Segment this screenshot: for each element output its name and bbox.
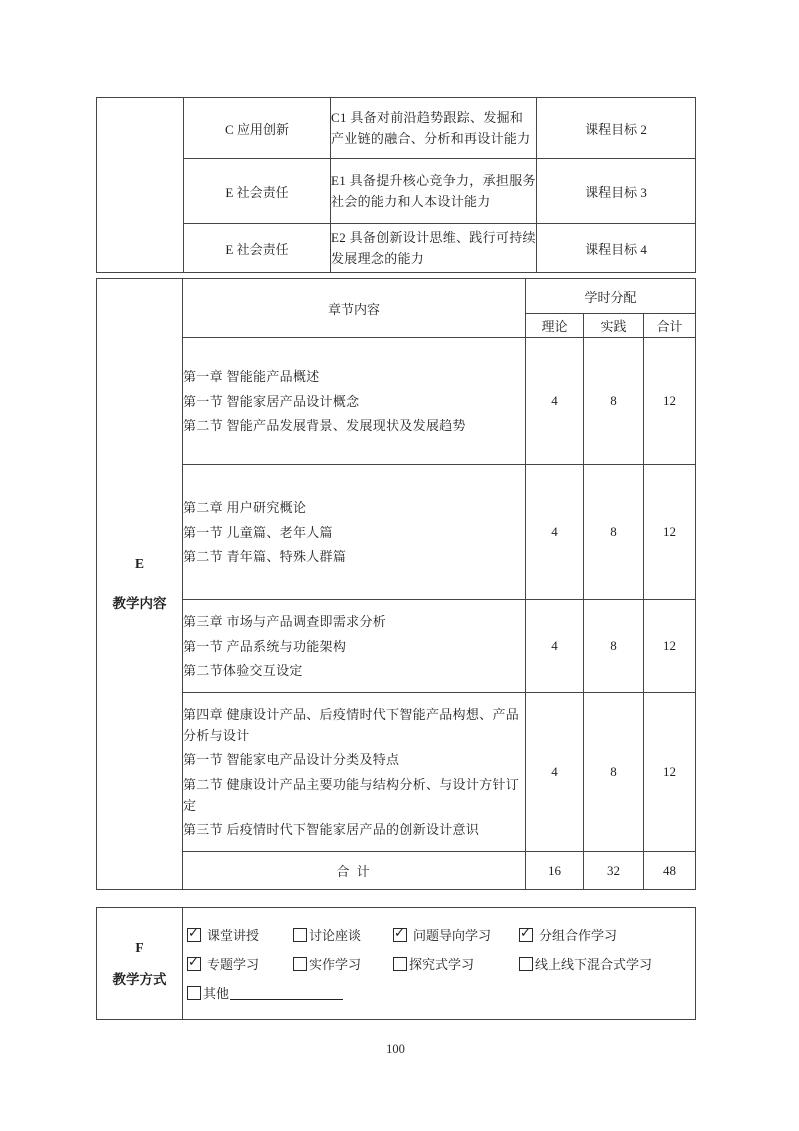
section-letter: E — [134, 556, 144, 571]
section-title: 教学内容 — [112, 596, 167, 611]
methods-cell — [183, 908, 696, 1020]
method-item — [187, 926, 293, 943]
method-label: 讨论座谈 — [309, 928, 362, 943]
theory-total: 16 — [526, 852, 584, 890]
method-item — [393, 955, 519, 972]
chapter-line: 第一章 智能能产品概述 — [183, 369, 320, 384]
theory-header: 理论 — [526, 314, 584, 338]
blank-underline — [230, 986, 343, 1000]
total-row-label: 合 计 — [183, 852, 526, 890]
theory-hours: 4 — [526, 693, 584, 852]
method-checkbox[interactable] — [293, 928, 307, 942]
practice-total: 32 — [584, 852, 644, 890]
objective-description: E1 具备提升核心竞争力，承担服务社会的能力和人本设计能力 — [331, 159, 537, 224]
total-header: 合计 — [644, 314, 696, 338]
table-row — [97, 600, 696, 693]
method-checkbox[interactable] — [519, 928, 533, 942]
page-number: 100 — [386, 1042, 405, 1056]
teaching-methods-table — [96, 907, 696, 1020]
chapter-cell — [183, 338, 526, 465]
method-checkbox[interactable] — [393, 957, 407, 971]
method-label: 其他 — [203, 986, 230, 1001]
chapter-line: 第二节体验交互设定 — [183, 663, 303, 678]
chapter-line: 第一节 儿童篇、老年人篇 — [183, 524, 333, 540]
chapter-line: 第三节 后疫情时代下智能家居产品的创新设计意识 — [183, 822, 480, 838]
method-label: 线上线下混合式学习 — [535, 957, 653, 972]
objective-category: E 社会责任 — [184, 159, 331, 224]
objective-category: E 社会责任 — [184, 224, 331, 273]
grand-total: 48 — [644, 852, 696, 890]
chapter-line: 第三章 市场与产品调查即需求分析 — [183, 614, 387, 629]
method-label: 专题学习 — [207, 957, 260, 972]
method-checkbox[interactable] — [519, 957, 533, 971]
teaching-content-table — [96, 278, 696, 890]
table-row — [97, 338, 696, 465]
objective-description: C1 具备对前沿趋势跟踪、发掘和产业链的融合、分析和再设计能力 — [331, 98, 537, 159]
chapter-line: 第一节 智能家电产品设计分类及特点 — [183, 752, 400, 768]
chapter-line: 第二节 智能产品发展背景、发展现状及发展趋势 — [183, 418, 466, 433]
method-item — [187, 955, 293, 972]
chapter-line: 第二节 健康设计产品主要功能与结构分析、与设计方针订定 — [183, 776, 520, 813]
method-label: 分组合作学习 — [539, 928, 618, 943]
method-checkbox[interactable] — [393, 928, 407, 942]
section-e-label-cell — [97, 279, 183, 890]
objective-description: E2 具备创新设计思维、践行可持续发展理念的能力 — [331, 224, 537, 273]
total-row — [97, 852, 696, 890]
method-item-other — [187, 984, 695, 1001]
table-row — [97, 465, 696, 600]
hours-allocation-header: 学时分配 — [526, 279, 696, 314]
chapter-line: 第四章 健康设计产品、后疫情时代下智能产品构想、产品分析与设计 — [183, 706, 520, 743]
objective-goal: 课程目标 3 — [537, 159, 696, 224]
total-hours: 12 — [644, 600, 696, 693]
method-item — [293, 926, 393, 943]
chapter-line: 第二节 青年篇、特殊人群篇 — [183, 549, 347, 564]
section-letter: F — [135, 939, 144, 955]
objectives-table — [96, 97, 696, 273]
method-label: 课堂讲授 — [207, 928, 260, 943]
method-checkbox[interactable] — [293, 957, 307, 971]
method-checkbox[interactable] — [187, 928, 201, 942]
objective-category: C 应用创新 — [184, 98, 331, 159]
practice-hours: 8 — [584, 465, 644, 600]
chapter-cell — [183, 465, 526, 600]
practice-hours: 8 — [584, 693, 644, 852]
method-item — [293, 955, 393, 972]
chapter-cell — [183, 693, 526, 852]
chapter-cell — [183, 600, 526, 693]
method-label: 问题导向学习 — [413, 928, 492, 943]
practice-header: 实践 — [584, 314, 644, 338]
practice-hours: 8 — [584, 600, 644, 693]
method-label: 探究式学习 — [409, 957, 475, 972]
practice-hours: 8 — [584, 338, 644, 465]
objectives-spacer-cell — [97, 98, 184, 273]
section-f-label-cell — [97, 908, 183, 1020]
objective-goal: 课程目标 2 — [537, 98, 696, 159]
method-checkbox[interactable] — [187, 957, 201, 971]
method-item — [393, 926, 519, 943]
table-row — [97, 693, 696, 852]
theory-hours: 4 — [526, 465, 584, 600]
theory-hours: 4 — [526, 600, 584, 693]
chapter-content-header: 章节内容 — [183, 279, 526, 338]
total-hours: 12 — [644, 465, 696, 600]
method-item — [519, 926, 695, 943]
chapter-line: 第一节 智能家居产品设计概念 — [183, 393, 360, 409]
theory-hours: 4 — [526, 338, 584, 465]
chapter-line: 第一节 产品系统与功能架构 — [183, 638, 347, 654]
methods-grid — [183, 908, 695, 1019]
method-checkbox[interactable] — [187, 986, 201, 1000]
section-title: 教学方式 — [112, 971, 167, 987]
total-hours: 12 — [644, 693, 696, 852]
chapter-line: 第二章 用户研究概论 — [183, 500, 307, 515]
method-item — [519, 955, 695, 972]
total-hours: 12 — [644, 338, 696, 465]
objective-goal: 课程目标 4 — [537, 224, 696, 273]
method-label: 实作学习 — [309, 957, 362, 972]
